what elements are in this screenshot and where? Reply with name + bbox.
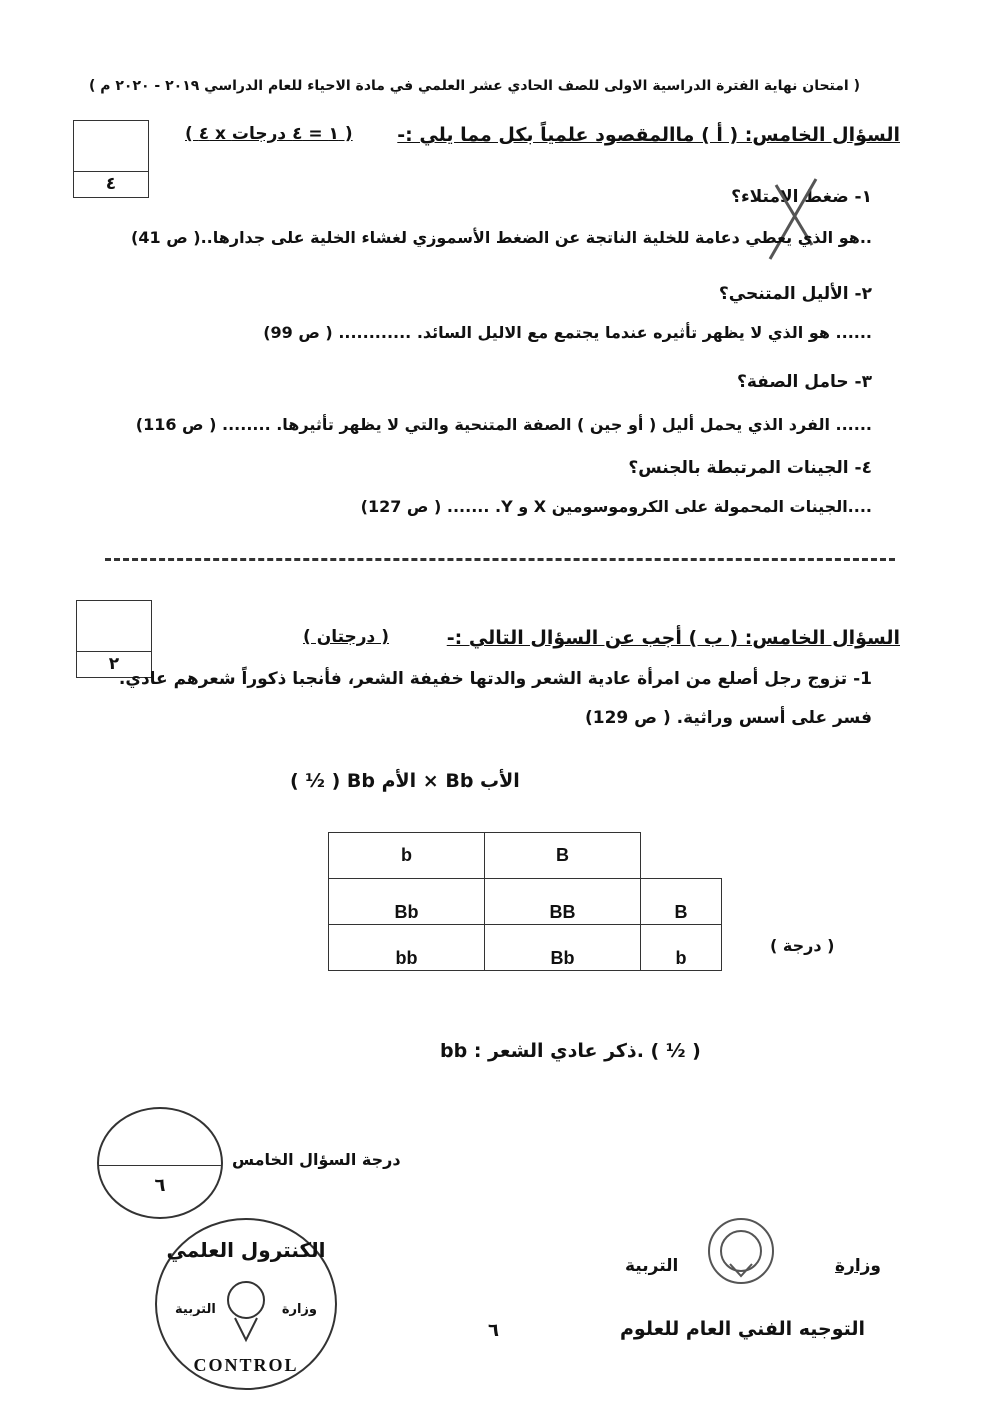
total-grade-value: ٦ [154, 1175, 166, 1196]
genetic-cross: الأب Bb × الأم Bb ( ½ ) [290, 770, 520, 792]
punnett-header: B [485, 833, 641, 879]
part-a-marks: ( ٤ x ١ = ٤ درجات ) [185, 124, 353, 144]
stamp-control-text: CONTROL [193, 1355, 299, 1375]
ministry-left-text: التربية [625, 1256, 679, 1276]
punnett-row-label: b [641, 925, 722, 971]
stamp-left-text: التربية [175, 1302, 216, 1317]
punnett-mark: ( درجة ) [770, 936, 835, 955]
answer-4: ....الجينات المحمولة على الكروموسومين X و Y. ....... ( ص 127) [360, 497, 872, 516]
part-b-question-line2: فسر على أسس وراثية. ( ص 129) [584, 708, 872, 728]
section-divider [105, 558, 895, 561]
punnett-row-label: B [641, 879, 722, 925]
question-3: ٣- حامل الصفة؟ [737, 372, 872, 392]
total-grade-label: درجة السؤال الخامس [232, 1150, 401, 1169]
stamp-right-text: وزارة [281, 1302, 317, 1317]
control-stamp [155, 1218, 337, 1390]
cross-result: bb : ذكر عادي الشعر. ( ½ ) [440, 1040, 701, 1062]
page-number: ٦ [488, 1320, 499, 1341]
part-a-title: السؤال الخامس: ( أ ) ماالمقصود علمياً بكل مما يلي :- [397, 124, 900, 146]
question-2: ٢- الأليل المتنحي؟ [718, 284, 872, 304]
ministry-emblem-icon [708, 1218, 774, 1284]
punnett-cell: Bb [329, 879, 485, 925]
punnett-cell: BB [485, 879, 641, 925]
part-b-question-line1: 1- تزوج رجل أصلع من امرأة عادية الشعر والدتها خفيفة الشعر، فأنجبا ذكوراً شعرهم عادي. [118, 669, 872, 689]
punnett-cell: bb [329, 925, 485, 971]
part-a-grade: ٤ [105, 174, 117, 194]
punnett-square [328, 832, 722, 971]
question-4: ٤- الجينات المرتبطة بالجنس؟ [628, 458, 872, 478]
part-b-title: السؤال الخامس: ( ب ) أجب عن السؤال التالي :- [446, 627, 900, 649]
punnett-header: b [329, 833, 485, 879]
part-b-grade-box [76, 600, 152, 678]
total-grade-circle [97, 1107, 223, 1219]
answer-3: ...... الفرد الذي يحمل أليل ( أو جين ) الصفة المتنحية والتي لا يظهر تأثيرها. ........ ( ص 116) [135, 415, 872, 434]
cross-mark-icon [762, 175, 822, 263]
part-b-marks: ( درجتان ) [303, 627, 389, 647]
question-1: ١- ضغط الامتلاء؟ [731, 187, 872, 207]
part-b-grade: ٢ [108, 654, 120, 674]
part-a-grade-box [73, 120, 149, 198]
exam-header: ( امتحان نهاية الفترة الدراسية الاولى للصف الحادي عشر العلمي في مادة الاحياء للعام الدراسي ٢٠١٩ - ٢٠٢٠ م ) [88, 78, 860, 94]
stamp-arc-text: الكنترول العلمي [166, 1238, 326, 1262]
footer-title: التوجيه الفني العام للعلوم [620, 1318, 866, 1340]
answer-1: ..هو الذي يعطي دعامة للخلية الناتجة عن الضغط الأسموزي لغشاء الخلية على جدارها..( ص 41) [131, 228, 872, 247]
answer-2: ...... هو الذي لا يظهر تأثيره عندما يجتمع مع الاليل السائد. ............ ( ص 99) [263, 323, 872, 342]
emblem-icon [221, 1278, 271, 1344]
ministry-right-text: وزارة [835, 1256, 882, 1276]
punnett-cell: Bb [485, 925, 641, 971]
